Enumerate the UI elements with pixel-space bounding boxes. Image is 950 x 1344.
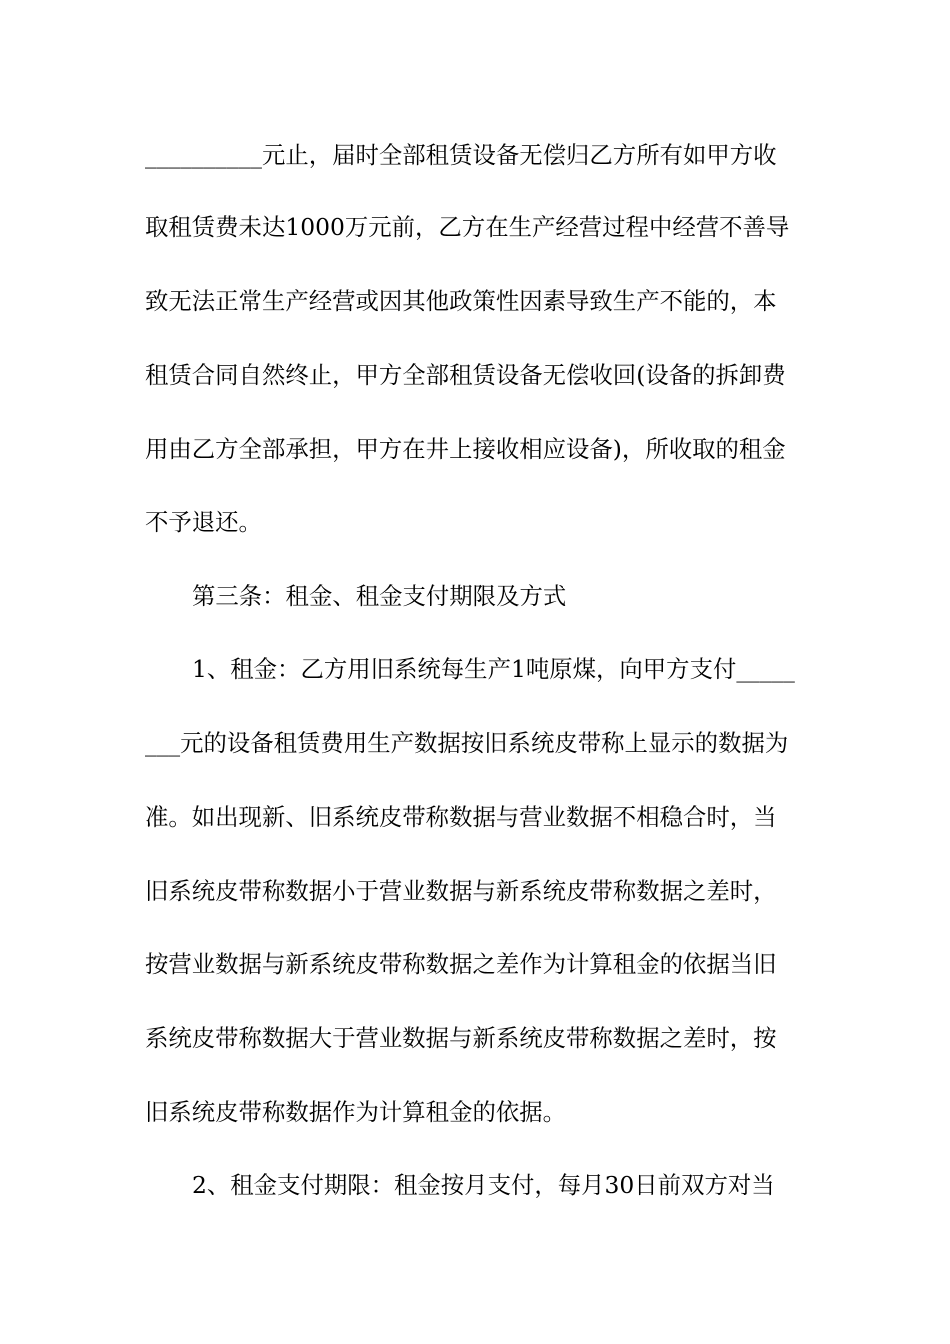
paragraph-line: 旧系统皮带称数据作为计算租金的依据。 (145, 1098, 567, 1126)
section-heading: 第三条：租金、租金支付期限及方式 (192, 582, 567, 610)
paragraph-line: 租赁合同自然终止，甲方全部租赁设备无偿收回(设备的拆卸费 (145, 361, 786, 389)
paragraph-line: 取租赁费未达1000万元前，乙方在生产经营过程中经营不善导 (145, 213, 790, 241)
paragraph-line: 用由乙方全部承担，甲方在井上接收相应设备)，所收取的租金 (145, 435, 786, 463)
paragraph-line: __________元止，届时全部租赁设备无偿归乙方所有如甲方收 (145, 141, 777, 169)
paragraph-line: 2、租金支付期限：租金按月支付，每月30日前双方对当 (192, 1171, 775, 1199)
paragraph-line: 系统皮带称数据大于营业数据与新系统皮带称数据之差时，按 (145, 1024, 777, 1052)
paragraph-line: 旧系统皮带称数据小于营业数据与新系统皮带称数据之差时， (145, 877, 777, 905)
paragraph-line: ___元的设备租赁费用生产数据按旧系统皮带称上显示的数据为 (145, 729, 789, 757)
paragraph-line: 1、租金：乙方用旧系统每生产1吨原煤，向甲方支付_____ (192, 655, 795, 683)
paragraph-line: 不予退还。 (145, 508, 262, 536)
paragraph-line: 按营业数据与新系统皮带称数据之差作为计算租金的依据当旧 (145, 950, 777, 978)
paragraph-line: 致无法正常生产经营或因其他政策性因素导致生产不能的，本 (145, 287, 777, 315)
paragraph-line: 准。如出现新、旧系统皮带称数据与营业数据不相稳合时，当 (145, 803, 777, 831)
